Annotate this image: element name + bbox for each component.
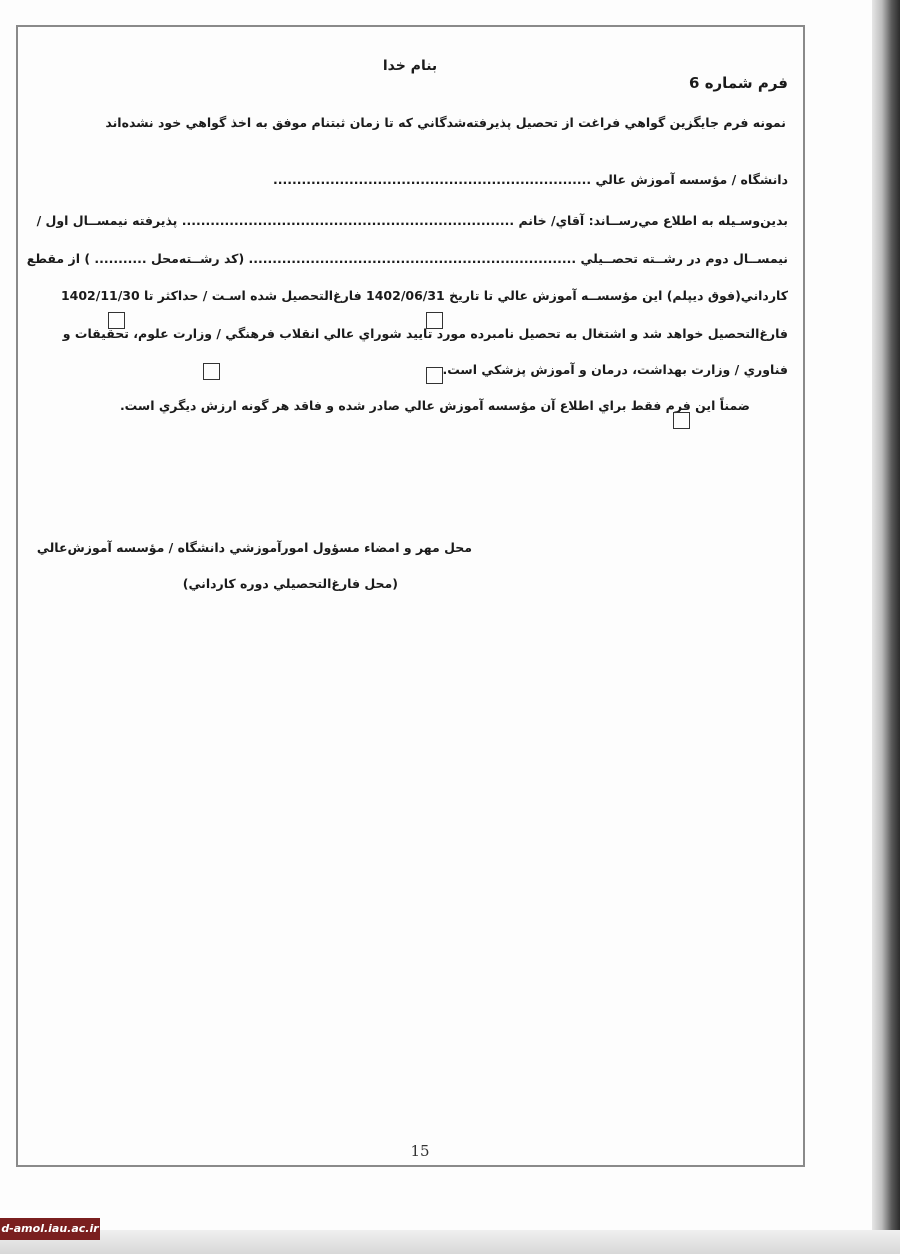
checkbox-will-graduate[interactable] <box>673 412 690 429</box>
disclaimer-line: ضمناً اين فرم فقط براي اطلاع آن مؤسسه آموزش عالي صادر شده و فاقد هر گونه ارزش ديگري است. <box>119 398 750 413</box>
page-border <box>16 25 805 1167</box>
form-number-title: فرم شماره 6 <box>689 74 788 92</box>
ministry-line: فناوري / وزارت بهداشت، درمان و آموزش پزشكي است. <box>442 362 788 377</box>
site-watermark: d-amol.iau.ac.ir <box>0 1218 100 1240</box>
stamp-signature-label: محل مهر و امضاء مسؤول امورآموزشي دانشگاه / مؤسسه آموزش‌عالي <box>36 540 472 555</box>
scan-edge-shadow <box>872 0 900 1254</box>
graduation-date-line: كارداني(فوق ديپلم) اين مؤسســه آموزش عالي تا تاريخ 1402/06/31 فارغ‌التحصيل شده اسـت / حداكثر تا 1402/11/30 <box>60 288 788 303</box>
checkbox-ministry-science[interactable] <box>108 312 125 329</box>
page-number: 15 <box>410 1142 430 1160</box>
stamp-signature-sublabel: (محل فارغ‌التحصيلي دوره كارداني) <box>182 576 398 591</box>
checkbox-graduated-by-date[interactable] <box>203 363 220 380</box>
checkbox-cultural-council[interactable] <box>426 312 443 329</box>
institution-line: دانشگاه / مؤسسه آموزش عالي ................................................................... <box>273 172 788 187</box>
field-of-study-line: نيمســال دوم در رشــته تحصــيلي ..................................................................... (كد رشــته‌محل ........... ) از مقطع <box>26 251 788 266</box>
student-name-line: بدين‌وسـيله به اطلاع مي‌رســاند: آقاي/ خانم ...................................................................... پذيرفته نيمســال اول / <box>36 213 788 228</box>
form-subtitle: نمونه فرم جايگزين گواهي فراغت از تحصيل پذيرفته‌شدگاني كه تا زمان ثبتنام موفق به اخذ گواهي خود نشده‌اند <box>105 115 786 130</box>
scan-bottom-strip <box>0 1230 900 1254</box>
approval-line: فارغ‌التحصيل خواهد شد و اشتغال به تحصيل نامبرده مورد تاييد شوراي عالي انقلاب فرهنگي / وزارت علوم، تحقيقات و <box>62 326 788 341</box>
basmala-heading: بنام خدا <box>382 58 438 74</box>
checkbox-ministry-health[interactable] <box>426 367 443 384</box>
